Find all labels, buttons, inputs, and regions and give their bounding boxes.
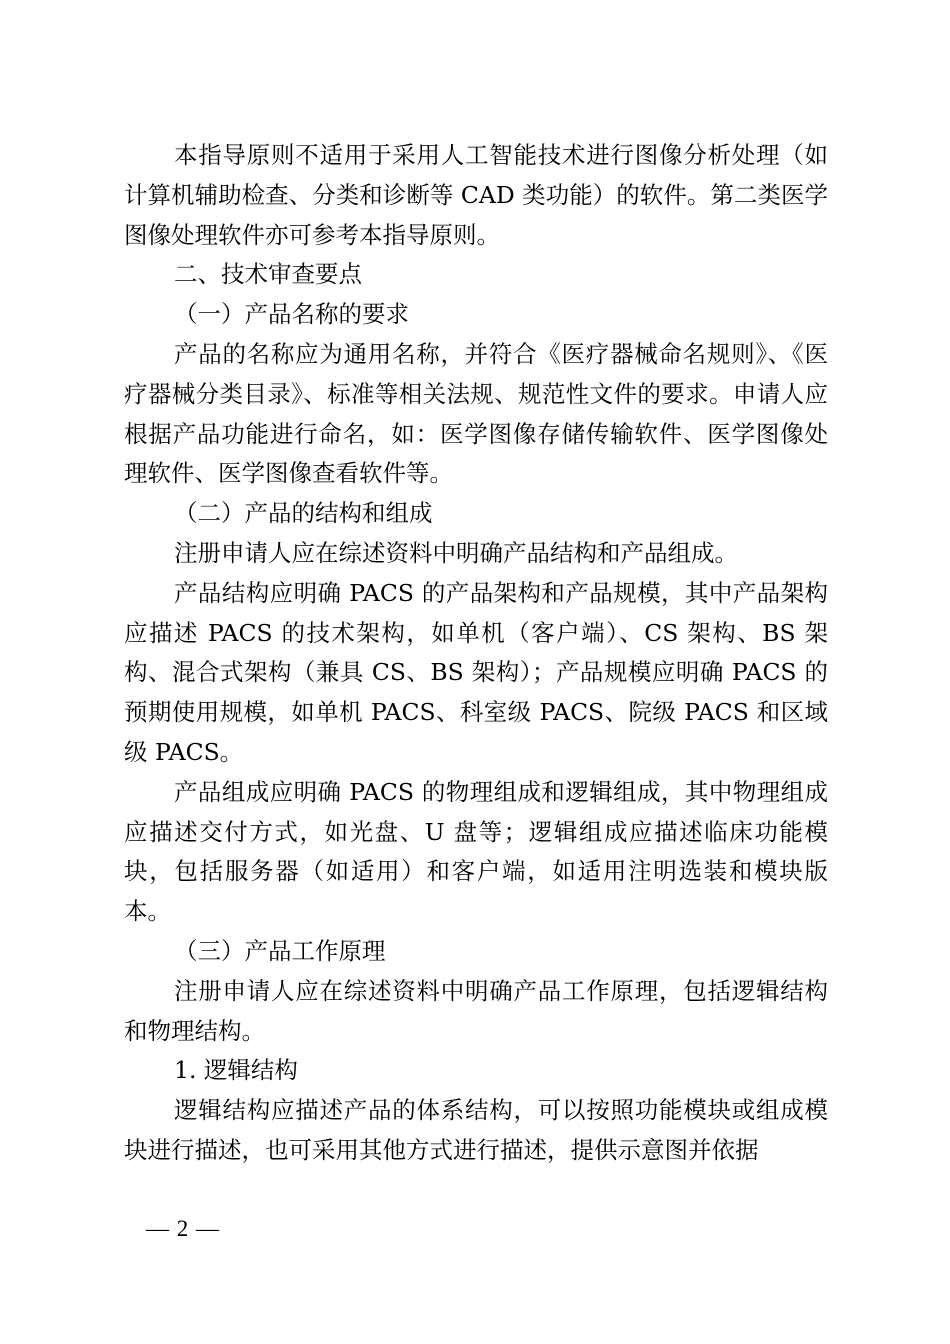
paragraph-product-name: 产品的名称应为通用名称，并符合《医疗器械命名规则》、《医疗器械分类目录》、标准等相关法规、规范性文件的要求。申请人应根据产品功能进行命名，如：医学图像存储传输软件、医学图像处理软件、医学图像查看软件等。 [124,339,828,488]
paragraph-product-architecture: 产品结构应明确 PACS 的产品架构和产品规模，其中产品架构应描述 PACS 的技术架构，如单机（客户端）、CS 架构、BS 架构、混合式架构（兼具 CS、BS 架构）；产品规模应明确 PACS 的预期使用规模，如单机 PACS、科室级 PACS、院级 PACS 和区域级 PACS。 [124,578,828,766]
heading-technical-review-points: 二、技术审查要点 [174,260,362,289]
heading-logical-structure: 1. 逻辑结构 [174,1056,298,1085]
page-number: — 2 — [146,1216,220,1241]
paragraph-scope-exclusion: 本指导原则不适用于采用人工智能技术进行图像分析处理（如计算机辅助检查、分类和诊断等 CAD 类功能）的软件。第二类医学图像处理软件亦可参考本指导原则。 [124,141,828,249]
heading-working-principle: （三）产品工作原理 [174,936,386,965]
paragraph-working-principle: 注册申请人应在综述资料中明确产品工作原理，包括逻辑结构和物理结构。 [124,976,828,1045]
heading-product-name-requirements: （一）产品名称的要求 [174,300,409,329]
paragraph-structure-intro: 注册申请人应在综述资料中明确产品结构和产品组成。 [174,538,738,567]
heading-product-structure: （二）产品的结构和组成 [174,499,433,528]
paragraph-logical-structure: 逻辑结构应描述产品的体系结构，可以按照功能模块或组成模块进行描述，也可采用其他方式进行描述，提供示意图并依据 [124,1096,828,1164]
paragraph-product-composition: 产品组成应明确 PACS 的物理组成和逻辑组成，其中物理组成应描述交付方式，如光盘、U 盘等；逻辑组成应描述临床功能模块，包括服务器（如适用）和客户端，如适用注明选装和模块版本。 [124,777,828,926]
body-text [124,136,828,1171]
